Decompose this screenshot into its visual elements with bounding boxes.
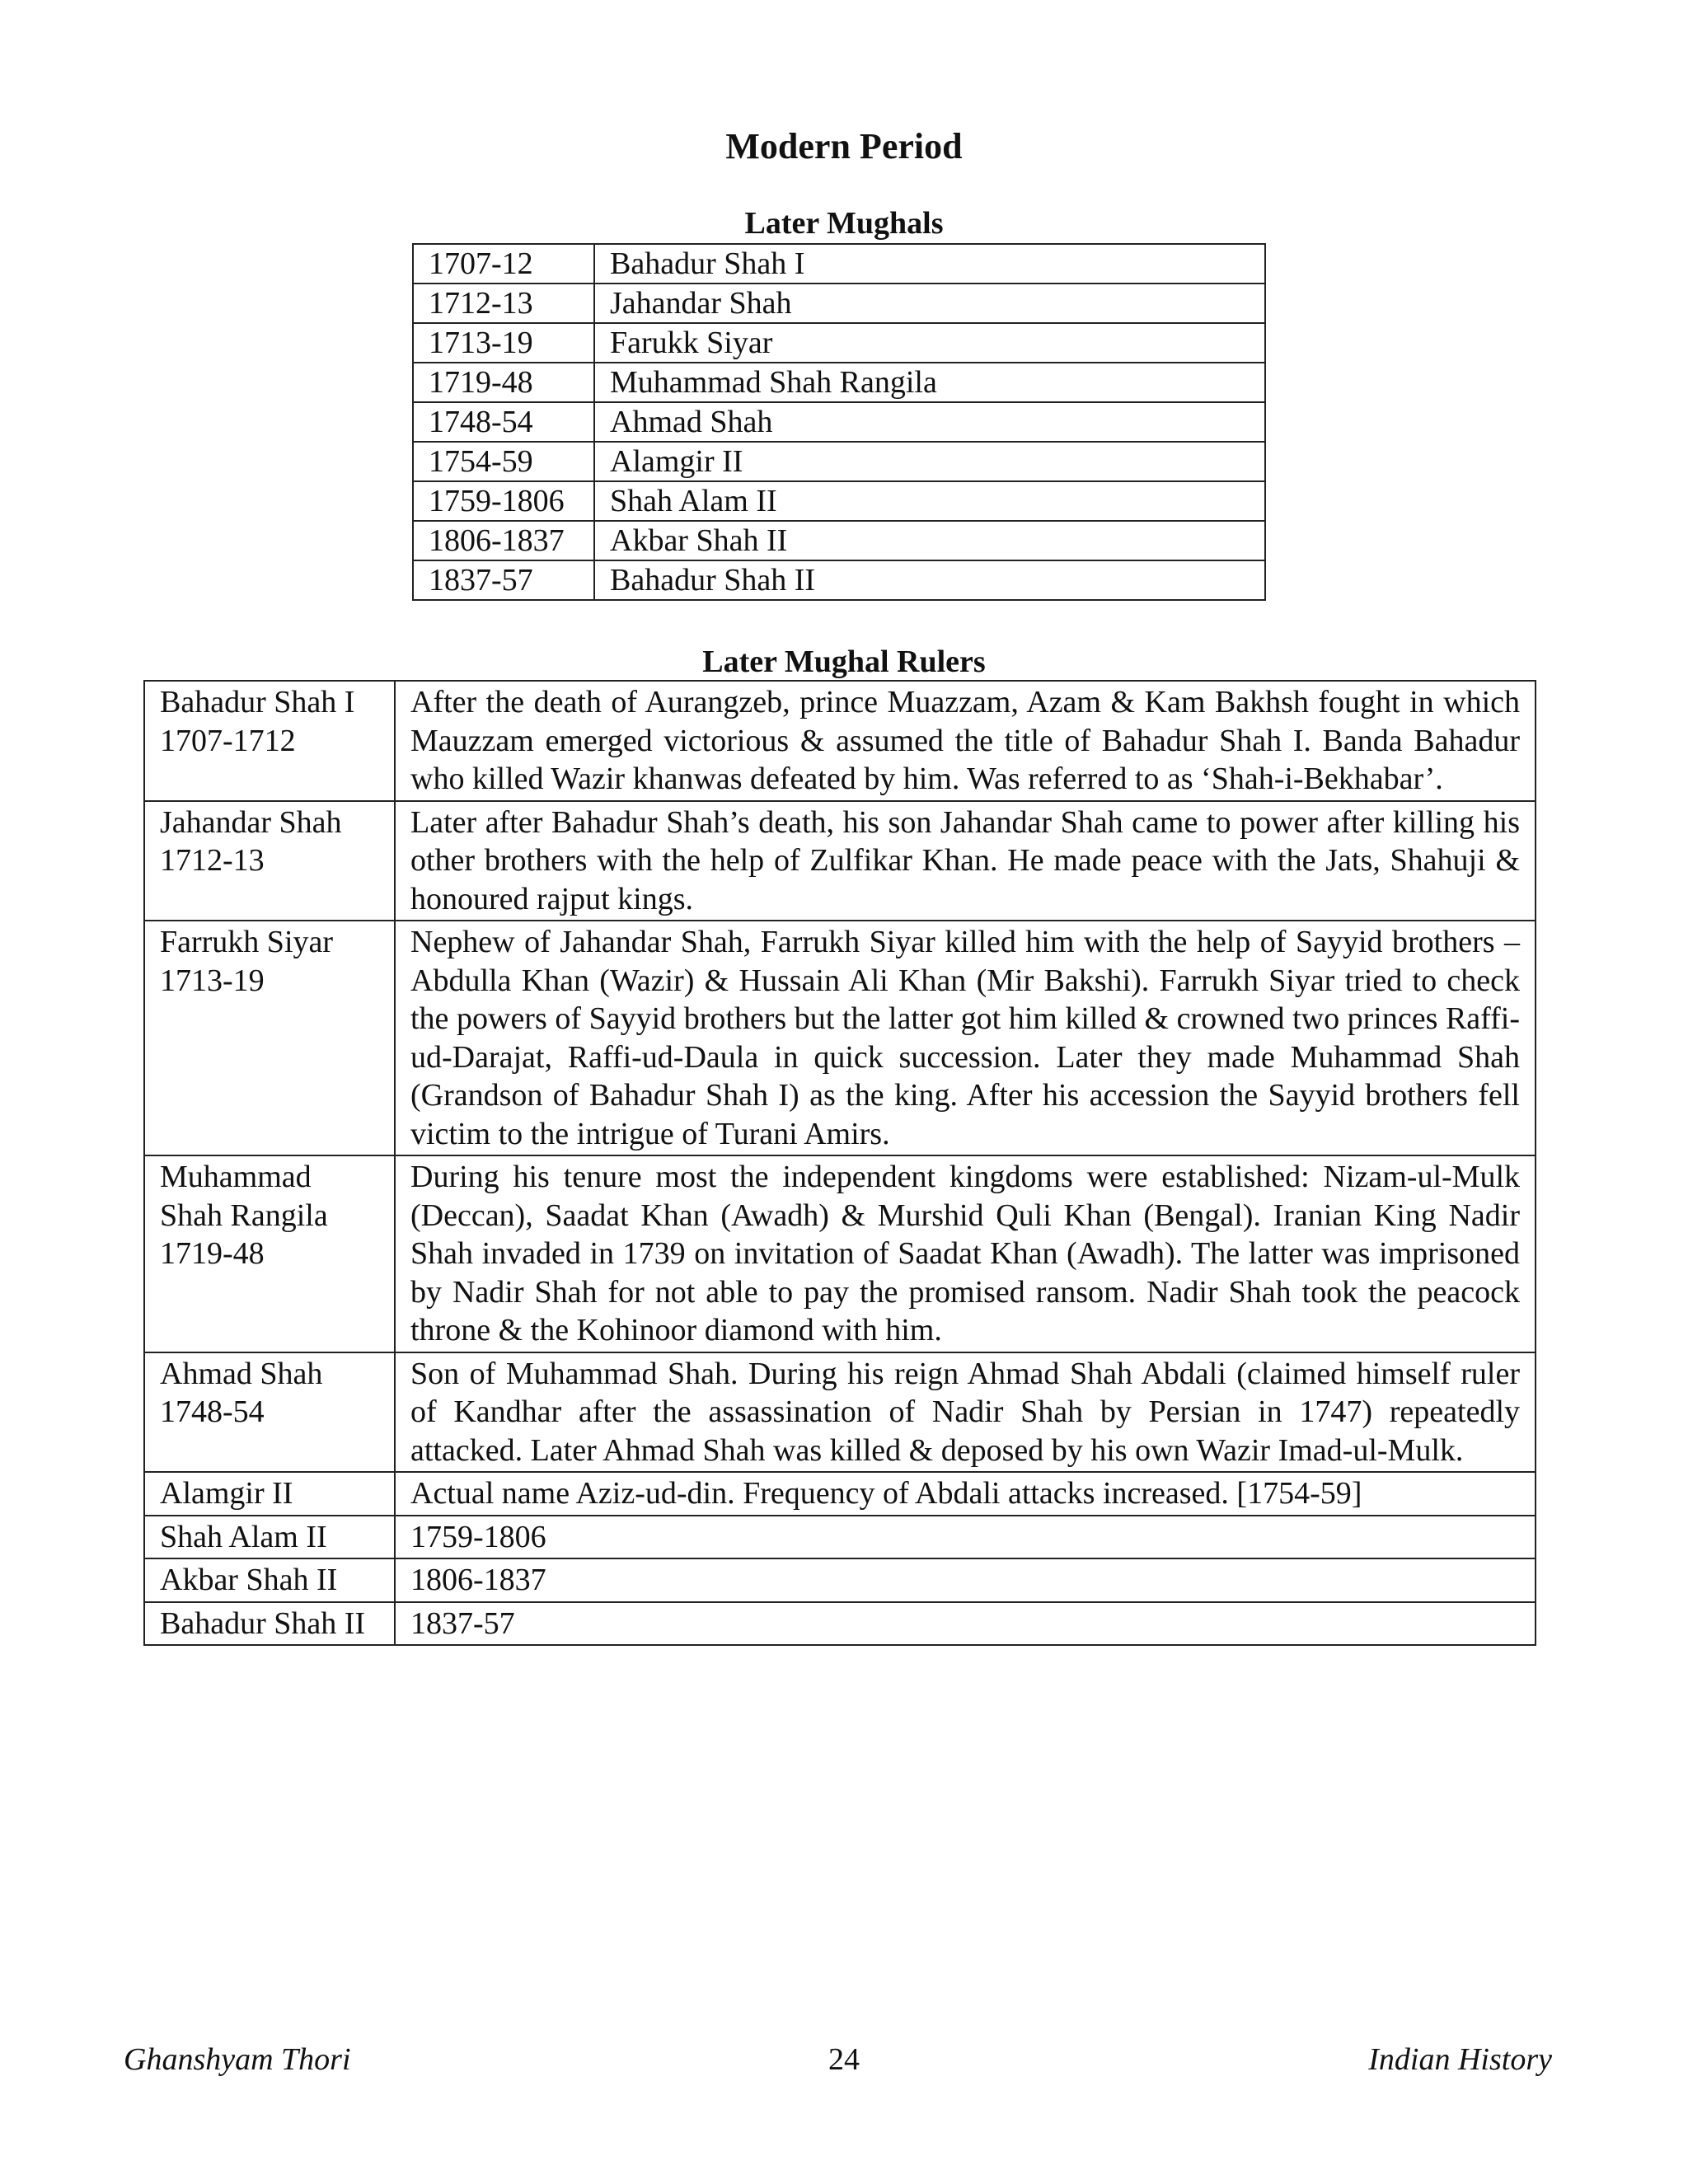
period-cell: 1713-19 <box>413 323 594 363</box>
ruler-description-cell: Son of Muhammad Shah. During his reign Ahmad Shah Abdali (claimed himself ruler of Kandhar after the assassination of Nadir Shah by Persian in 1747) repeatedly attacked. Later Ahmad Shah was killed & deposed by his own Wazir Imad-ul-Mulk. <box>395 1352 1536 1473</box>
ruler-cell: Ahmad Shah <box>594 402 1265 442</box>
ruler-cell: Shah Alam II <box>594 481 1265 521</box>
ruler-name-cell <box>144 1352 395 1473</box>
ruler-name-cell <box>144 1155 395 1352</box>
period-cell: 1748-54 <box>413 402 594 442</box>
ruler-cell: Akbar Shah II <box>594 521 1265 560</box>
later-mughal-rulers-table <box>143 680 1536 1646</box>
ruler-name-line: Bahadur Shah II <box>160 1605 366 1641</box>
later-mughals-caption: Later Mughals <box>744 206 944 241</box>
table-row <box>144 1472 1536 1516</box>
ruler-description-cell: 1837-57 <box>395 1602 1536 1646</box>
ruler-name-cell <box>144 801 395 921</box>
ruler-name-line: 1719-48 <box>160 1236 265 1271</box>
ruler-cell: Farukk Siyar <box>594 323 1265 363</box>
page-title: Modern Period <box>725 126 963 166</box>
ruler-name-line: Akbar Shah II <box>160 1563 338 1597</box>
ruler-name-line: Alamgir II <box>160 1476 293 1511</box>
period-cell: 1806-1837 <box>413 521 594 560</box>
ruler-name-line: Bahadur Shah I <box>160 685 355 719</box>
table-row <box>144 921 1536 1155</box>
ruler-description-cell: During his tenure most the independent kingdoms were established: Nizam-ul-Mulk (Deccan), Saadat Khan (Awadh) & Murshid Quli Khan (Bengal). Iranian King Nadir Shah invaded in 1739 on invitation of Saadat Khan (Awadh). The latter was imprisoned by Nadir Shah for not able to pay the promised ransom. Nadir Shah took the peacock throne & the Kohinoor diamond with him. <box>395 1155 1536 1352</box>
table-row <box>413 323 1265 363</box>
table-row <box>413 244 1265 284</box>
ruler-name-cell <box>144 1558 395 1602</box>
table-row <box>413 560 1265 600</box>
ruler-description-cell: Later after Bahadur Shah’s death, his son Jahandar Shah came to power after killing his other brothers with the help of Zulfikar Khan. He made peace with the Jats, Shahuji & honoured rajput kings. <box>395 801 1536 921</box>
ruler-description-cell: Nephew of Jahandar Shah, Farrukh Siyar killed him with the help of Sayyid brothers – Abdulla Khan (Wazir) & Hussain Ali Khan (Mir Bakshi). Farrukh Siyar tried to check the powers of Sayyid brothers but the latter got him killed & crowned two princes Raffi-ud-Darajat, Raffi-ud-Daula in quick succession. Later they made Muhammad Shah (Grandson of Bahadur Shah I) as the king. After his accession the Sayyid brothers fell victim to the intrigue of Turani Amirs. <box>395 921 1536 1155</box>
ruler-cell: Bahadur Shah I <box>594 244 1265 284</box>
footer-page-number: 24 <box>828 2042 860 2077</box>
ruler-description-cell: After the death of Aurangzeb, prince Muazzam, Azam & Kam Bakhsh fought in which Mauzzam emerged victorious & assumed the title of Bahadur Shah I. Banda Bahadur who killed Wazir khanwas defeated by him. Was referred to as ‘Shah-i-Bekhabar’. <box>395 681 1536 801</box>
table-row <box>413 284 1265 323</box>
ruler-name-line: Ahmad Shah <box>160 1356 323 1391</box>
table-row <box>144 801 1536 921</box>
ruler-name-line: 1707-1712 <box>160 723 296 758</box>
ruler-name-line: Muhammad <box>160 1160 312 1194</box>
table-row <box>144 1352 1536 1473</box>
footer-subject: Indian History <box>1368 2042 1552 2077</box>
later-mughal-rulers-caption: Later Mughal Rulers <box>702 644 986 679</box>
ruler-name-cell <box>144 681 395 801</box>
ruler-name-line: 1713-19 <box>160 963 265 998</box>
ruler-name-line: 1712-13 <box>160 843 265 878</box>
ruler-name-line: Jahandar Shah <box>160 804 342 840</box>
ruler-name-cell <box>144 1602 395 1646</box>
table-row <box>413 521 1265 560</box>
ruler-name-line: 1748-54 <box>160 1394 265 1429</box>
ruler-name-cell <box>144 921 395 1155</box>
ruler-description-cell: Actual name Aziz-ud-din. Frequency of Abdali attacks increased. [1754-59] <box>395 1472 1536 1516</box>
ruler-name-cell <box>144 1472 395 1516</box>
table-row <box>413 402 1265 442</box>
ruler-name-line: Shah Alam II <box>160 1519 327 1554</box>
ruler-description-cell: 1806-1837 <box>395 1558 1536 1602</box>
table-row <box>144 1155 1536 1352</box>
ruler-cell: Muhammad Shah Rangila <box>594 363 1265 402</box>
ruler-description-cell: 1759-1806 <box>395 1516 1536 1559</box>
period-cell: 1719-48 <box>413 363 594 402</box>
table-row <box>144 681 1536 801</box>
later-mughals-table <box>412 243 1266 601</box>
period-cell: 1759-1806 <box>413 481 594 521</box>
period-cell: 1712-13 <box>413 284 594 323</box>
ruler-name-line: Farrukh Siyar <box>160 925 334 959</box>
ruler-cell: Jahandar Shah <box>594 284 1265 323</box>
table-row <box>413 442 1265 481</box>
ruler-cell: Bahadur Shah II <box>594 560 1265 600</box>
table-row <box>413 481 1265 521</box>
ruler-name-line: Shah Rangila <box>160 1197 328 1233</box>
period-cell: 1707-12 <box>413 244 594 284</box>
period-cell: 1754-59 <box>413 442 594 481</box>
ruler-name-cell <box>144 1516 395 1559</box>
table-row <box>144 1602 1536 1646</box>
table-row <box>413 363 1265 402</box>
table-row <box>144 1516 1536 1559</box>
ruler-cell: Alamgir II <box>594 442 1265 481</box>
period-cell: 1837-57 <box>413 560 594 600</box>
footer-author: Ghanshyam Thori <box>124 2042 351 2077</box>
table-row <box>144 1558 1536 1602</box>
